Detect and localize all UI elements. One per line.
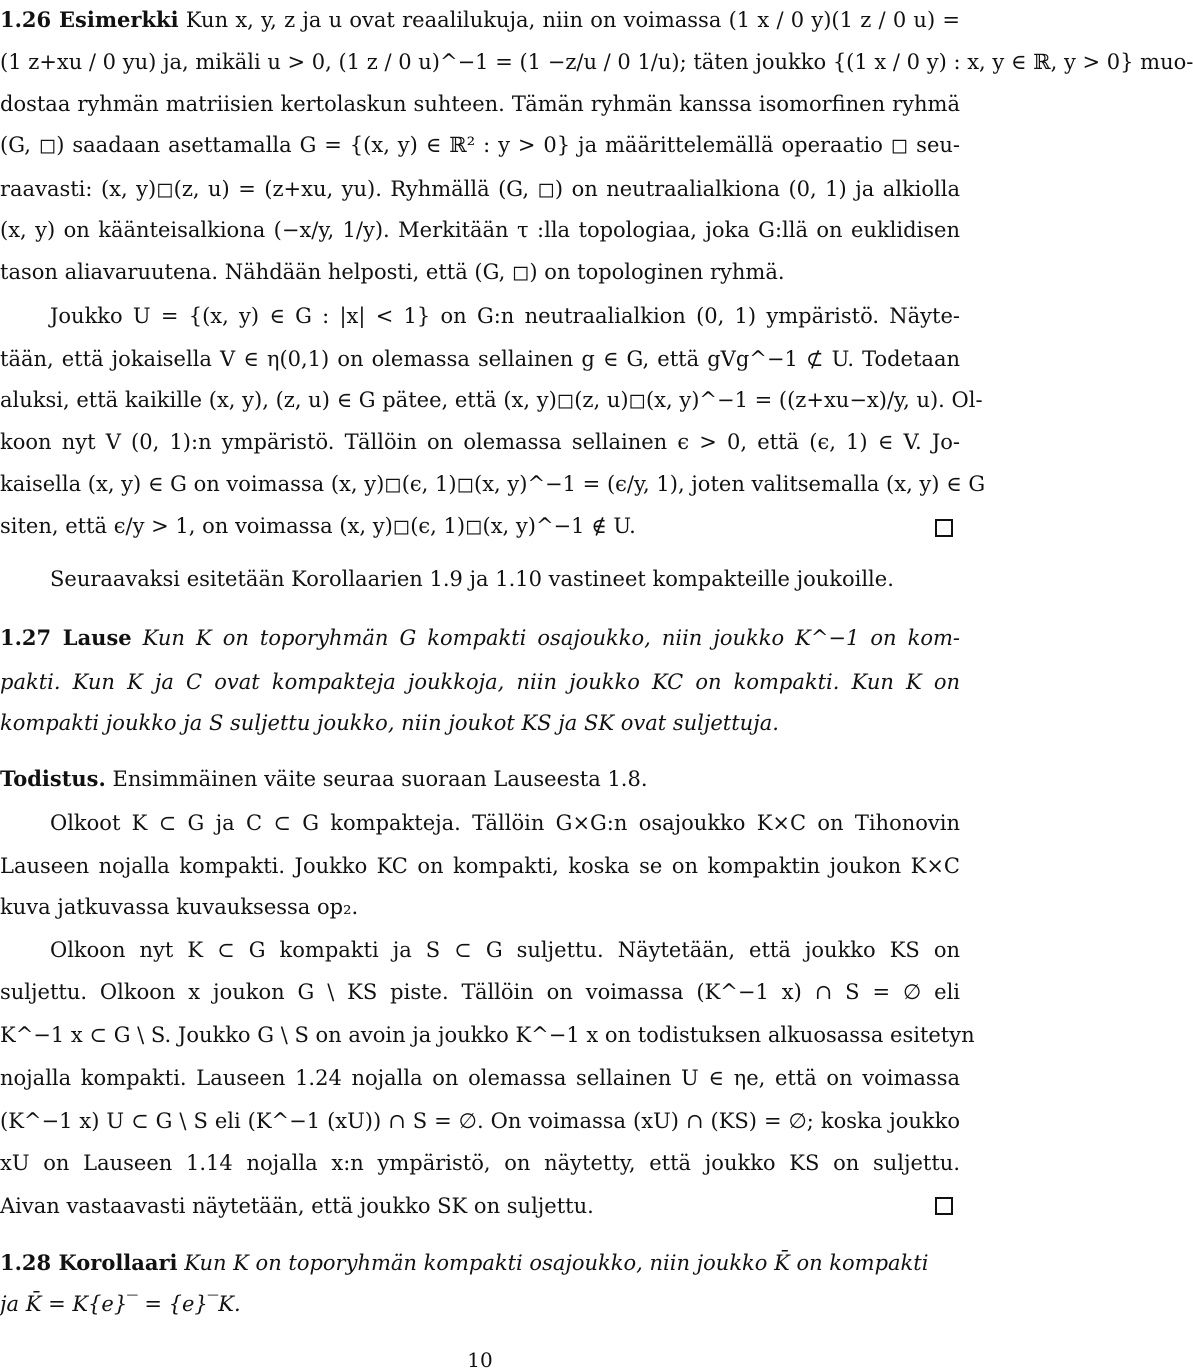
corollary-heading: 1.28 Korollaari	[0, 1250, 178, 1275]
proof-p2-line-2: suljettu. Olkoon x joukon G \ KS piste. Tällöin on voimassa (K^−1 x) ∩ S = ∅ eli	[0, 980, 960, 1004]
proof-first-line-text: Ensimmäinen väite seuraa suoraan Lauseesta 1.8.	[112, 767, 648, 791]
example-heading: 1.26 Esimerkki	[0, 7, 179, 32]
qed-square-icon	[935, 1197, 953, 1215]
proof-p2-line-6: xU on Lauseen 1.14 nojalla x:n ympäristö, on näytetty, että joukko KS on suljettu.	[0, 1151, 960, 1175]
example-line-5: raavasti: (x, y)◻(z, u) = (z+xu, yu). Ryhmällä (G, ◻) on neutraalialkiona (0, 1) ja alkiolla	[0, 177, 960, 201]
corollary-line-2: ja K̄ = K{e}‾ = {e}‾K.	[0, 1292, 241, 1316]
intro-line: Seuraavaksi esitetään Korollaarien 1.9 ja 1.10 vastineet kompakteille joukoille.	[50, 567, 894, 591]
example-line-9: tään, että jokaisella V ∈ η(0,1) on olemassa sellainen g ∈ G, että gVg^−1 ⊄ U. Todetaan	[0, 347, 960, 371]
example-line-6: (x, y) on käänteisalkiona (−x/y, 1/y). Merkitään τ :lla topologiaa, joka G:llä on euklidisen	[0, 218, 960, 242]
lemma-line-2: pakti. Kun K ja C ovat kompakteja joukkoja, niin joukko KC on kompakti. Kun K on	[0, 670, 960, 694]
example-line-7: tason aliavaruutena. Nähdään helposti, että (G, ◻) on topologinen ryhmä.	[0, 260, 785, 284]
corollary-line-1-text: Kun K on toporyhmän kompakti osajoukko, niin joukko K̄ on kompakti	[184, 1251, 929, 1275]
example-line-2: (1 z+xu / 0 yu) ja, mikäli u > 0, (1 z / 0 u)^−1 = (1 −z/u / 0 1/u); täten joukko {(1 x / 0 y) : x, y ∈ ℝ, y > 0} muo-	[0, 50, 1193, 74]
proof-heading: Todistus.	[0, 766, 106, 791]
lemma-line-1-text: Kun K on toporyhmän G kompakti osajoukko, niin joukko K^−1 on kom-	[142, 626, 960, 650]
example-line-10: aluksi, että kaikille (x, y), (z, u) ∈ G pätee, että (x, y)◻(z, u)◻(x, y)^−1 = ((z+xu−x)/y, u). Ol-	[0, 388, 983, 412]
example-line-8: Joukko U = {(x, y) ∈ G : |x| < 1} on G:n neutraalialkion (0, 1) ympäristö. Näyte-	[50, 304, 960, 328]
proof-p2-line-3: K^−1 x ⊂ G \ S. Joukko G \ S on avoin ja joukko K^−1 x on todistuksen alkuosassa esitetyn	[0, 1023, 975, 1047]
example-line-13: siten, että ϵ/y > 1, on voimassa (x, y)◻(ϵ, 1)◻(x, y)^−1 ∉ U.	[0, 514, 636, 538]
corollary-line-1	[0, 1249, 960, 1277]
lemma-heading: 1.27 Lause	[0, 625, 132, 650]
proof-p2-line-4: nojalla kompakti. Lauseen 1.24 nojalla on olemassa sellainen U ∈ ηe, että on voimassa	[0, 1066, 960, 1090]
proof-p1-line-2: Lauseen nojalla kompakti. Joukko KC on kompakti, koska se on kompaktin joukon K×C	[0, 854, 960, 878]
proof-last-line: Aivan vastaavasti näytetään, että joukko SK on suljettu.	[0, 1194, 594, 1218]
proof-first-line	[0, 765, 960, 793]
example-line-1-text: Kun x, y, z ja u ovat reaalilukuja, niin on voimassa (1 x / 0 y)(1 z / 0 u) =	[185, 8, 960, 32]
page-number: 10	[467, 1348, 493, 1372]
qed-square-icon	[935, 519, 953, 537]
example-line-11: koon nyt V (0, 1):n ympäristö. Tällöin on olemassa sellainen ϵ > 0, että (ϵ, 1) ∈ V. Jo-	[0, 430, 960, 454]
proof-p1-line-1: Olkoot K ⊂ G ja C ⊂ G kompakteja. Tällöin G×G:n osajoukko K×C on Tihonovin	[50, 811, 960, 835]
proof-p1-line-3: kuva jatkuvassa kuvauksessa op₂.	[0, 895, 359, 919]
lemma-line-3: kompakti joukko ja S suljettu joukko, niin joukot KS ja SK ovat suljettuja.	[0, 711, 779, 735]
lemma-line-1	[0, 624, 960, 652]
proof-p2-line-1: Olkoon nyt K ⊂ G kompakti ja S ⊂ G suljettu. Näytetään, että joukko KS on	[50, 938, 960, 962]
example-line-4: (G, ◻) saadaan asettamalla G = {(x, y) ∈ ℝ² : y > 0} ja määrittelemällä operaatio ◻ seu-	[0, 133, 960, 157]
proof-p2-line-5: (K^−1 x) U ⊂ G \ S eli (K^−1 (xU)) ∩ S = ∅. On voimassa (xU) ∩ (KS) = ∅; koska joukko	[0, 1109, 960, 1133]
example-line-1	[0, 6, 960, 34]
example-line-3: dostaa ryhmän matriisien kertolaskun suhteen. Tämän ryhmän kanssa isomorfinen ryhmä	[0, 92, 960, 116]
example-line-12: kaisella (x, y) ∈ G on voimassa (x, y)◻(ϵ, 1)◻(x, y)^−1 = (ϵ/y, 1), joten valitsemalla (x, y) ∈ G	[0, 472, 986, 496]
